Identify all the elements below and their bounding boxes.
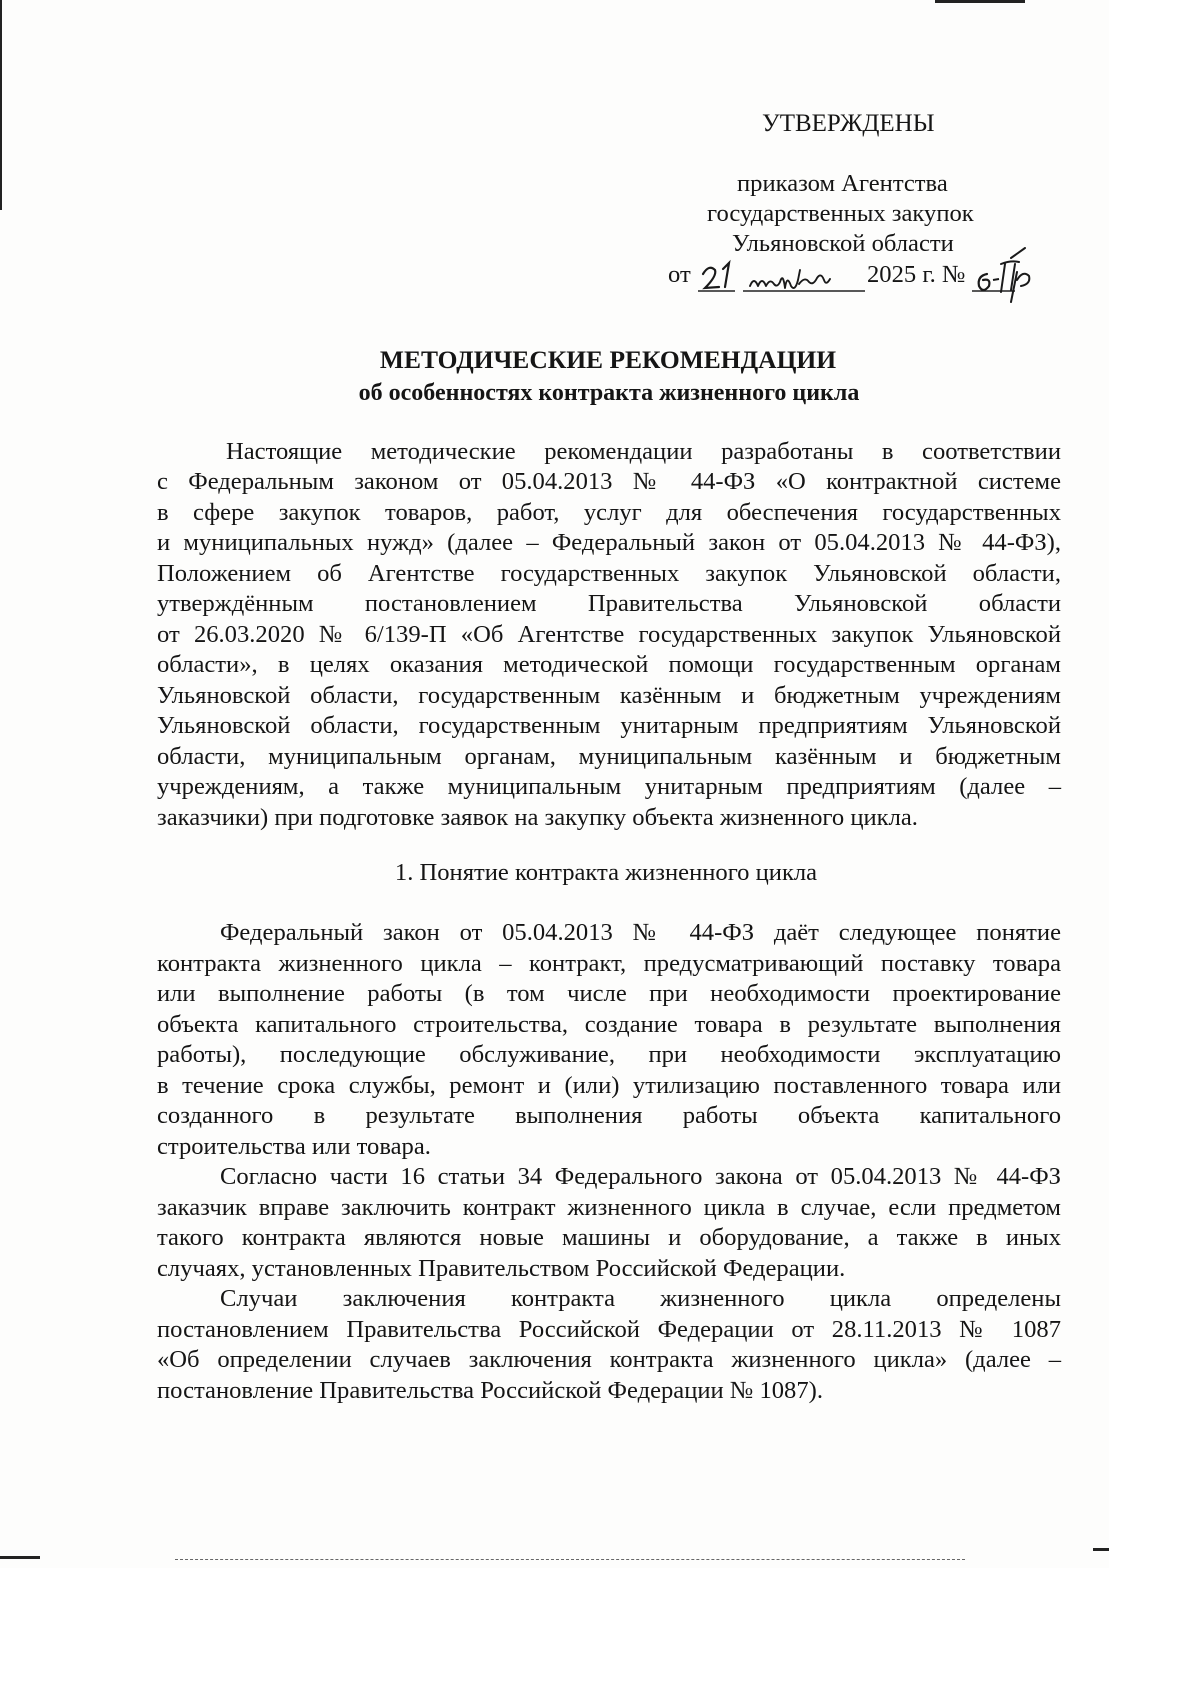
scan-dotted-line <box>175 1559 965 1560</box>
intro-line: и муниципальных нужд» (далее – Федеральный закон от 05.04.2013 № 44-ФЗ), <box>157 529 1061 556</box>
intro-line: в сфере закупок товаров, работ, услуг для обеспечения государственных <box>157 499 1061 526</box>
intro-line: Ульяновской области, государственным казённым и бюджетным учреждениям <box>157 682 1061 709</box>
intro-line: заказчики) при подготовке заявок на закупку объекта жизненного цикла. <box>157 804 918 831</box>
intro-line: с Федеральным законом от 05.04.2013 № 44-ФЗ «О контрактной системе <box>157 468 1061 495</box>
approval-line-2: государственных закупок <box>707 200 974 227</box>
intro-line: области», в целях оказания методической помощи государственным органам <box>157 651 1061 678</box>
approval-date-prefix: от <box>668 261 691 288</box>
body-line: Согласно части 16 статьи 34 Федерального закона от 05.04.2013 № 44-ФЗ <box>220 1163 1061 1190</box>
intro-line: учреждениям, а также муниципальным унитарным предприятиям (далее – <box>157 773 1061 800</box>
body-line: постановление Правительства Российской Федерации № 1087). <box>157 1377 823 1404</box>
body-line: случаях, установленных Правительством Российской Федерации. <box>157 1255 846 1282</box>
body-line: или выполнение работы (в том числе при необходимости проектирование <box>157 980 1061 1007</box>
intro-line: области, муниципальным органам, муниципальным казённым и бюджетным <box>157 743 1061 770</box>
approval-title: УТВЕРЖДЕНЫ <box>762 110 935 137</box>
body-line: заказчик вправе заключить контракт жизненного цикла в случае, если предметом <box>157 1194 1061 1221</box>
body-line: контракта жизненного цикла – контракт, предусматривающий поставку товара <box>157 950 1061 977</box>
scan-edge-bottom-right <box>1093 1548 1109 1551</box>
body-line: созданного в результате выполнения работы объекта капитального <box>157 1102 1061 1129</box>
body-line: в течение срока службы, ремонт и (или) утилизацию поставленного товара или <box>157 1072 1061 1099</box>
document-title: МЕТОДИЧЕСКИЕ РЕКОМЕНДАЦИИ <box>379 345 837 374</box>
approval-year: 2025 г. № <box>867 261 966 288</box>
body-line: «Об определении случаев заключения контракта жизненного цикла» (далее – <box>157 1346 1061 1373</box>
body-line: постановлением Правительства Российской Федерации от 28.11.2013 № 1087 <box>157 1316 1061 1343</box>
section-1-title: 1. Понятие контракта жизненного цикла <box>394 859 818 886</box>
approval-line-1: приказом Агентства <box>737 170 948 197</box>
scan-edge-left <box>0 0 2 210</box>
body-line: строительства или товара. <box>157 1133 431 1160</box>
intro-line: от 26.03.2020 № 6/139-П «Об Агентстве государственных закупок Ульяновской <box>157 621 1061 648</box>
intro-line: Настоящие методические рекомендации разработаны в соответствии <box>226 438 1061 465</box>
document-subtitle: об особенностях контракта жизненного цикла <box>358 380 860 406</box>
intro-line: утверждённым постановлением Правительства Ульяновской области <box>157 590 1061 617</box>
scan-edge-top <box>935 0 1025 3</box>
body-line: Случаи заключения контракта жизненного цикла определены <box>220 1285 1061 1312</box>
body-line: работы), последующие обслуживание, при необходимости эксплуатацию <box>157 1041 1061 1068</box>
approval-line-3: Ульяновской области <box>732 230 954 257</box>
body-line: объекта капитального строительства, создание товара в результате выполнения <box>157 1011 1061 1038</box>
intro-line: Положением об Агентстве государственных закупок Ульяновской области, <box>157 560 1061 587</box>
body-line: такого контракта являются новые машины и оборудование, а также в иных <box>157 1224 1061 1251</box>
scan-edge-bottom <box>0 1556 40 1559</box>
intro-line: Ульяновской области, государственным унитарным предприятиям Ульяновской <box>157 712 1061 739</box>
handwritten-date-signature <box>695 244 1045 304</box>
body-line: Федеральный закон от 05.04.2013 № 44-ФЗ даёт следующее понятие <box>220 919 1061 946</box>
